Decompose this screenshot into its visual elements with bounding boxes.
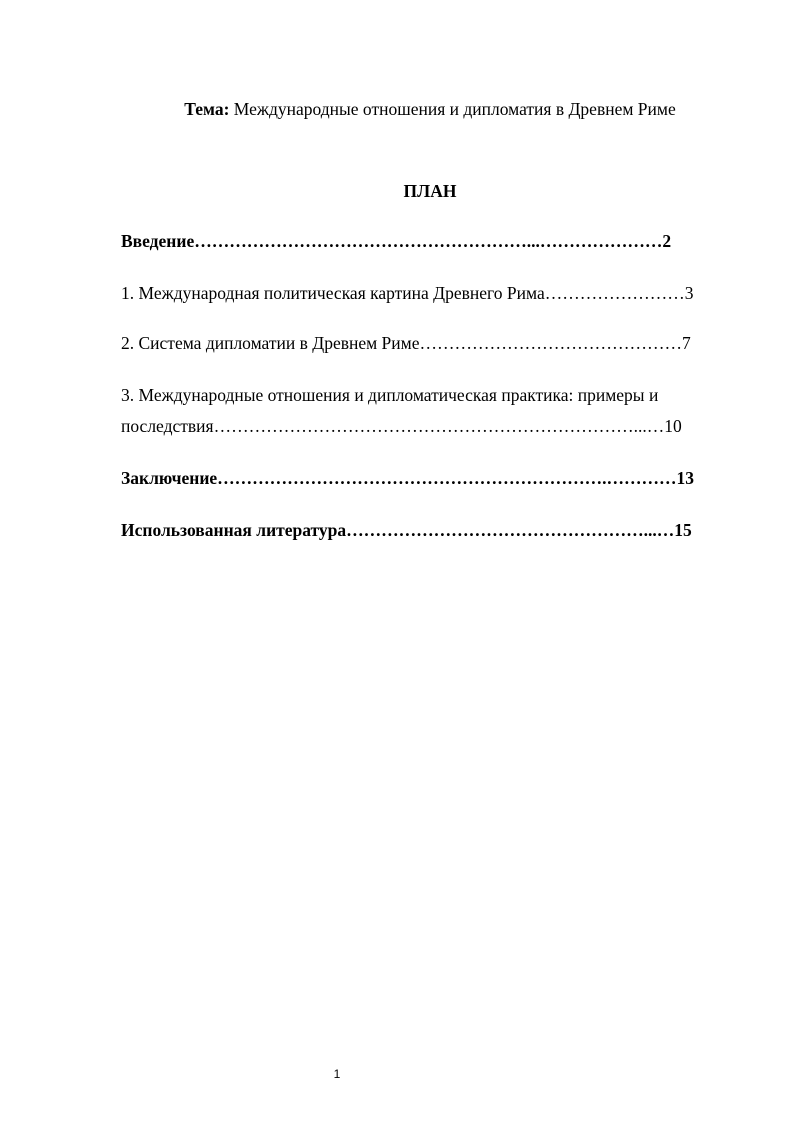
toc-item-3-line-2: последствия………………………………………………………………...…10: [121, 416, 682, 436]
toc-item-introduction: Введение…………………………………………………...…………………2: [121, 231, 672, 251]
topic-label: Тема:: [184, 99, 230, 119]
toc-item-1: 1. Международная политическая картина Древнего Рима……………………3: [121, 283, 694, 303]
topic-text: Международные отношения и дипломатия в Древнем Риме: [229, 99, 676, 119]
toc-item-literature: Использованная литература……………………………………………...…15: [121, 520, 692, 540]
topic-heading: [0, 97, 800, 121]
toc-item-3-line-1: 3. Международные отношения и дипломатическая практика: примеры и: [121, 385, 659, 405]
page-number: 1: [333, 1067, 341, 1081]
toc-item-2: 2. Система дипломатии в Древнем Риме………………………………………7: [121, 333, 691, 353]
toc-item-conclusion: Заключение………………………………………………………….…………13: [121, 468, 695, 488]
plan-title: ПЛАН: [403, 181, 457, 201]
